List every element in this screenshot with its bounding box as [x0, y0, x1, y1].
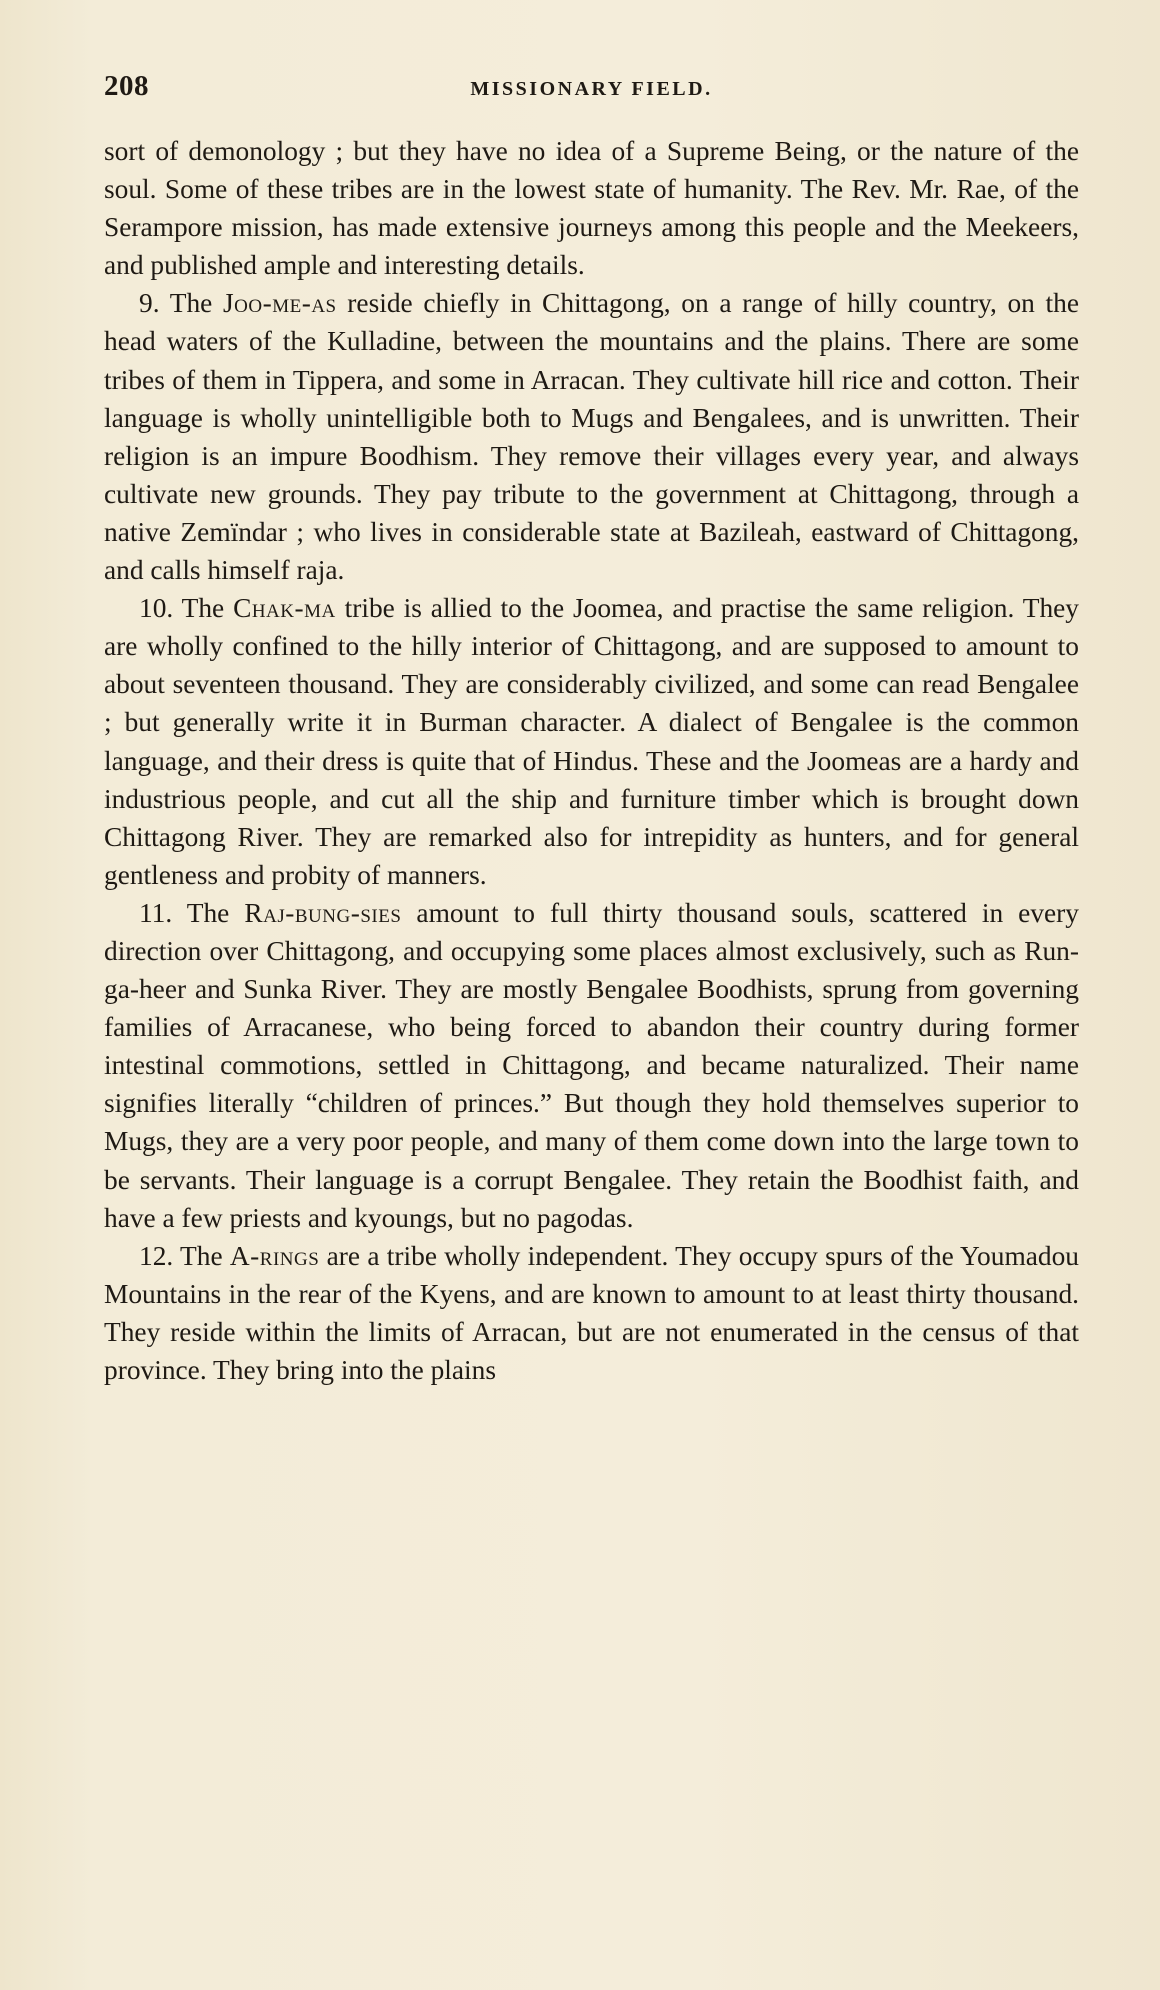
paragraph-number: 9. The [139, 288, 223, 319]
page-number: 208 [104, 70, 149, 102]
paragraph-text: sort of demonology ; but they have no idea of a Supreme Being, or the nature of the soul. Some of these tribes are in the lowest state of humanity. The Rev. Mr. Rae, of the Serampore mission, has made extensive journeys among this people and the Meekeers, and published ample and interesting details. [104, 136, 1079, 281]
paragraph-text: reside chiefly in Chittagong, on a range of hilly country, on the head waters of the Kulladine, between the mountains and the plains. There are some tribes of them in Tippera, and some in Arracan. They cultivate hill rice and cotton. Their language is wholly unintelligible both to Mugs and Bengalees, and is unwritten. Their religion is an impure Boodhism. They remove their villages every year, and always cultivate new grounds. They pay tribute to the government at Chittagong, through a native Zemïndar ; who lives in considerable state at Bazileah, eastward of Chittagong, and calls himself raja. [104, 288, 1080, 586]
running-head: MISSIONARY FIELD. [470, 78, 713, 100]
tribe-name: A-rings [229, 1240, 320, 1271]
paragraph-text: are a tribe wholly independent. They occupy spurs of the Youmadou Mountains in the rear of the Kyens, and are known to amount to at least thirty thousand. They reside within the limits of Arracan, but are not enumerated in the census of that province. They bring into the plains [104, 1240, 1079, 1385]
paragraph-text: amount to full thirty thousand souls, scattered in every direction over Chittagong, and occupying some places almost exclusively, such as Run-ga-heer and Sunka River. They are mostly Bengalee Boodhists, sprung from governing families of Arracanese, who being forced to abandon their country during former intestinal commotions, settled in Chittagong, and became naturalized. Their name signifies literally “children of princes.” But though they hold themselves superior to Mugs, they are a very poor people, and many of them come down into the large town to be servants. Their language is a corrupt Bengalee. They retain the Boodhist faith, and have a few priests and kyoungs, but no pagodas. [104, 897, 1080, 1233]
tribe-name: Chak-ma [233, 593, 336, 624]
body-text [104, 132, 1079, 1389]
tribe-name: Joo-me-as [222, 288, 337, 319]
paragraph-12 [104, 1237, 1079, 1389]
paragraph-number: 12. The [139, 1240, 230, 1271]
tribe-name: Raj-bung-sies [244, 897, 402, 928]
paragraph-9 [104, 284, 1079, 589]
paragraph-11 [104, 894, 1079, 1237]
paragraph-number: 10. The [139, 593, 234, 624]
page-header [104, 70, 1079, 110]
paragraph-continuation [104, 132, 1079, 284]
paragraph-number: 11. The [139, 897, 245, 928]
paragraph-text: tribe is allied to the Joomea, and practise the same religion. They are wholly confined to the hilly interior of Chittagong, and are supposed to amount to about seventeen thousand. They are considerably civilized, and some can read Bengalee ; but generally write it in Burman character. A dialect of Bengalee is the common language, and their dress is quite that of Hindus. These and the Joomeas are a hardy and industrious people, and cut all the ship and furniture timber which is brought down Chittagong River. They are remarked also for intrepidity as hunters, and for general gentleness and probity of manners. [104, 593, 1079, 890]
paragraph-10 [104, 589, 1079, 894]
